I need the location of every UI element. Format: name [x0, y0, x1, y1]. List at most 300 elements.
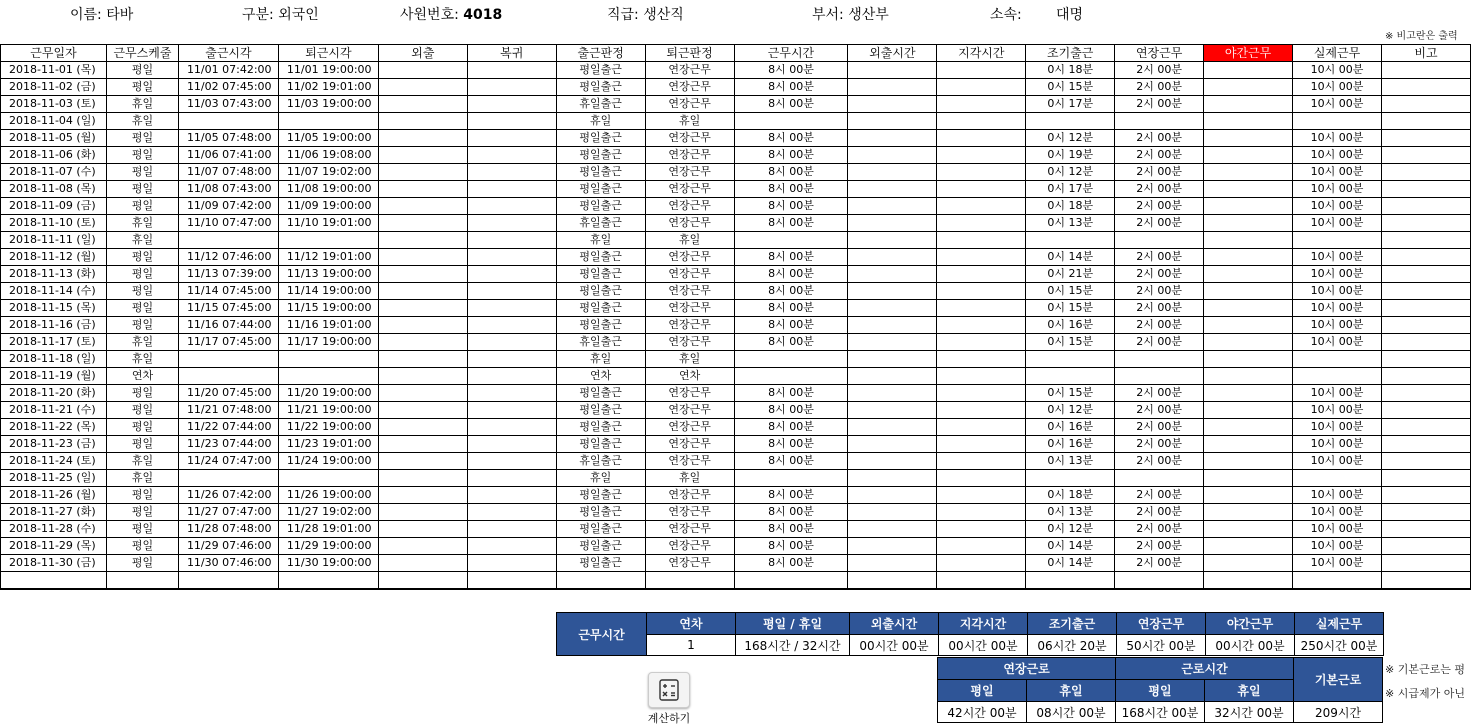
cell-date[interactable]: 2018-11-28 (수): [1, 521, 107, 538]
cell-work-time[interactable]: 8시 00분: [734, 419, 848, 436]
cell-night-work[interactable]: [1204, 300, 1293, 317]
cell-outing-time[interactable]: [848, 147, 937, 164]
cell-remarks[interactable]: [1381, 164, 1470, 181]
cell-night-work[interactable]: [1204, 232, 1293, 249]
cell-clock-out[interactable]: 11/05 19:00:00: [278, 130, 378, 147]
cell-outing-time[interactable]: [848, 79, 937, 96]
cell-clock-in-status[interactable]: 휴일출근: [556, 215, 645, 232]
cell-schedule[interactable]: 휴일: [106, 215, 178, 232]
cell-late-time[interactable]: [937, 130, 1026, 147]
cell-actual-work[interactable]: 10시 00분: [1293, 300, 1382, 317]
cell-schedule[interactable]: 평일: [106, 62, 178, 79]
cell-date[interactable]: 2018-11-05 (월): [1, 130, 107, 147]
cell-outing[interactable]: [378, 147, 467, 164]
cell-outing[interactable]: [378, 385, 467, 402]
cell-overtime[interactable]: 2시 00분: [1115, 283, 1204, 300]
cell-clock-in[interactable]: 11/15 07:45:00: [178, 300, 278, 317]
cell-late-time[interactable]: [937, 402, 1026, 419]
cell-remarks[interactable]: [1381, 436, 1470, 453]
cell-return[interactable]: [467, 351, 556, 368]
cell-return[interactable]: [467, 164, 556, 181]
cell-overtime[interactable]: 2시 00분: [1115, 419, 1204, 436]
cell-outing-time[interactable]: [848, 266, 937, 283]
cell-actual-work[interactable]: 10시 00분: [1293, 487, 1382, 504]
cell-overtime[interactable]: 2시 00분: [1115, 453, 1204, 470]
cell-late-time[interactable]: [937, 300, 1026, 317]
cell-blank[interactable]: [467, 572, 556, 590]
cell-clock-in[interactable]: 11/12 07:46:00: [178, 249, 278, 266]
cell-actual-work[interactable]: 10시 00분: [1293, 130, 1382, 147]
cell-late-time[interactable]: [937, 351, 1026, 368]
cell-late-time[interactable]: [937, 96, 1026, 113]
cell-return[interactable]: [467, 521, 556, 538]
cell-return[interactable]: [467, 147, 556, 164]
cell-date[interactable]: 2018-11-04 (일): [1, 113, 107, 130]
cell-clock-out[interactable]: [278, 368, 378, 385]
cell-clock-out-status[interactable]: 연장근무: [645, 555, 734, 572]
cell-clock-in[interactable]: 11/26 07:42:00: [178, 487, 278, 504]
cell-date[interactable]: 2018-11-20 (화): [1, 385, 107, 402]
cell-clock-in[interactable]: 11/08 07:43:00: [178, 181, 278, 198]
cell-remarks[interactable]: [1381, 385, 1470, 402]
cell-remarks[interactable]: [1381, 521, 1470, 538]
cell-overtime[interactable]: [1115, 113, 1204, 130]
cell-blank[interactable]: [278, 572, 378, 590]
cell-return[interactable]: [467, 317, 556, 334]
cell-night-work[interactable]: [1204, 436, 1293, 453]
cell-clock-out[interactable]: 11/10 19:01:00: [278, 215, 378, 232]
cell-night-work[interactable]: [1204, 181, 1293, 198]
cell-early-arrival[interactable]: 0시 15분: [1026, 283, 1115, 300]
cell-date[interactable]: 2018-11-15 (목): [1, 300, 107, 317]
cell-work-time[interactable]: 8시 00분: [734, 504, 848, 521]
cell-schedule[interactable]: 휴일: [106, 453, 178, 470]
cell-clock-out[interactable]: 11/20 19:00:00: [278, 385, 378, 402]
cell-outing-time[interactable]: [848, 334, 937, 351]
cell-clock-in-status[interactable]: 연차: [556, 368, 645, 385]
cell-early-arrival[interactable]: 0시 13분: [1026, 504, 1115, 521]
cell-clock-out-status[interactable]: 연장근무: [645, 334, 734, 351]
cell-schedule[interactable]: 휴일: [106, 334, 178, 351]
cell-early-arrival[interactable]: 0시 12분: [1026, 402, 1115, 419]
cell-blank[interactable]: [1115, 572, 1204, 590]
cell-outing-time[interactable]: [848, 96, 937, 113]
cell-clock-out-status[interactable]: 연장근무: [645, 249, 734, 266]
cell-clock-in-status[interactable]: 평일출근: [556, 130, 645, 147]
cell-outing[interactable]: [378, 164, 467, 181]
cell-date[interactable]: 2018-11-03 (토): [1, 96, 107, 113]
cell-clock-out[interactable]: 11/27 19:02:00: [278, 504, 378, 521]
cell-early-arrival[interactable]: [1026, 113, 1115, 130]
cell-work-time[interactable]: 8시 00분: [734, 436, 848, 453]
cell-night-work[interactable]: [1204, 351, 1293, 368]
cell-actual-work[interactable]: 10시 00분: [1293, 164, 1382, 181]
cell-schedule[interactable]: 평일: [106, 164, 178, 181]
cell-work-time[interactable]: [734, 368, 848, 385]
cell-clock-in-status[interactable]: 휴일: [556, 351, 645, 368]
cell-clock-in-status[interactable]: 평일출근: [556, 266, 645, 283]
cell-late-time[interactable]: [937, 487, 1026, 504]
cell-outing-time[interactable]: [848, 402, 937, 419]
cell-outing-time[interactable]: [848, 504, 937, 521]
cell-clock-in[interactable]: 11/17 07:45:00: [178, 334, 278, 351]
cell-clock-in[interactable]: 11/14 07:45:00: [178, 283, 278, 300]
cell-clock-in-status[interactable]: 평일출근: [556, 198, 645, 215]
cell-return[interactable]: [467, 368, 556, 385]
cell-schedule[interactable]: 휴일: [106, 96, 178, 113]
cell-early-arrival[interactable]: 0시 16분: [1026, 436, 1115, 453]
cell-overtime[interactable]: 2시 00분: [1115, 79, 1204, 96]
cell-date[interactable]: 2018-11-07 (수): [1, 164, 107, 181]
cell-early-arrival[interactable]: 0시 18분: [1026, 198, 1115, 215]
cell-late-time[interactable]: [937, 62, 1026, 79]
cell-schedule[interactable]: 평일: [106, 402, 178, 419]
cell-clock-in[interactable]: 11/24 07:47:00: [178, 453, 278, 470]
cell-clock-in[interactable]: 11/20 07:45:00: [178, 385, 278, 402]
cell-clock-out-status[interactable]: 연장근무: [645, 538, 734, 555]
cell-late-time[interactable]: [937, 249, 1026, 266]
cell-remarks[interactable]: [1381, 113, 1470, 130]
cell-outing[interactable]: [378, 334, 467, 351]
cell-date[interactable]: 2018-11-23 (금): [1, 436, 107, 453]
cell-work-time[interactable]: 8시 00분: [734, 79, 848, 96]
cell-clock-in[interactable]: 11/07 07:48:00: [178, 164, 278, 181]
cell-return[interactable]: [467, 198, 556, 215]
cell-date[interactable]: 2018-11-30 (금): [1, 555, 107, 572]
cell-outing[interactable]: [378, 266, 467, 283]
cell-clock-out[interactable]: 11/26 19:00:00: [278, 487, 378, 504]
cell-date[interactable]: 2018-11-14 (수): [1, 283, 107, 300]
cell-clock-out-status[interactable]: 연장근무: [645, 419, 734, 436]
cell-late-time[interactable]: [937, 555, 1026, 572]
cell-schedule[interactable]: 연차: [106, 368, 178, 385]
cell-night-work[interactable]: [1204, 113, 1293, 130]
cell-early-arrival[interactable]: 0시 21분: [1026, 266, 1115, 283]
cell-date[interactable]: 2018-11-26 (월): [1, 487, 107, 504]
cell-clock-in-status[interactable]: 평일출근: [556, 538, 645, 555]
cell-early-arrival[interactable]: 0시 13분: [1026, 215, 1115, 232]
cell-early-arrival[interactable]: [1026, 232, 1115, 249]
cell-night-work[interactable]: [1204, 538, 1293, 555]
cell-clock-out[interactable]: 11/15 19:00:00: [278, 300, 378, 317]
cell-outing[interactable]: [378, 317, 467, 334]
cell-work-time[interactable]: 8시 00분: [734, 130, 848, 147]
cell-clock-out-status[interactable]: 연장근무: [645, 487, 734, 504]
cell-work-time[interactable]: 8시 00분: [734, 249, 848, 266]
cell-work-time[interactable]: 8시 00분: [734, 283, 848, 300]
cell-early-arrival[interactable]: 0시 15분: [1026, 300, 1115, 317]
cell-clock-in[interactable]: 11/21 07:48:00: [178, 402, 278, 419]
cell-actual-work[interactable]: 10시 00분: [1293, 334, 1382, 351]
cell-return[interactable]: [467, 266, 556, 283]
cell-actual-work[interactable]: [1293, 113, 1382, 130]
cell-clock-in-status[interactable]: 휴일출근: [556, 453, 645, 470]
cell-night-work[interactable]: [1204, 555, 1293, 572]
cell-actual-work[interactable]: 10시 00분: [1293, 317, 1382, 334]
cell-night-work[interactable]: [1204, 334, 1293, 351]
cell-clock-out-status[interactable]: 연장근무: [645, 198, 734, 215]
cell-date[interactable]: 2018-11-18 (일): [1, 351, 107, 368]
cell-clock-in-status[interactable]: 평일출근: [556, 504, 645, 521]
cell-return[interactable]: [467, 402, 556, 419]
cell-late-time[interactable]: [937, 215, 1026, 232]
cell-remarks[interactable]: [1381, 334, 1470, 351]
cell-return[interactable]: [467, 487, 556, 504]
cell-early-arrival[interactable]: [1026, 368, 1115, 385]
cell-late-time[interactable]: [937, 419, 1026, 436]
cell-clock-out-status[interactable]: 휴일: [645, 351, 734, 368]
cell-outing[interactable]: [378, 521, 467, 538]
cell-early-arrival[interactable]: 0시 15분: [1026, 79, 1115, 96]
cell-actual-work[interactable]: [1293, 232, 1382, 249]
cell-clock-in[interactable]: [178, 232, 278, 249]
cell-actual-work[interactable]: 10시 00분: [1293, 504, 1382, 521]
cell-clock-out[interactable]: 11/21 19:00:00: [278, 402, 378, 419]
cell-remarks[interactable]: [1381, 555, 1470, 572]
cell-late-time[interactable]: [937, 385, 1026, 402]
cell-date[interactable]: 2018-11-01 (목): [1, 62, 107, 79]
cell-overtime[interactable]: 2시 00분: [1115, 181, 1204, 198]
cell-clock-out-status[interactable]: 연장근무: [645, 62, 734, 79]
cell-clock-out[interactable]: 11/17 19:00:00: [278, 334, 378, 351]
cell-night-work[interactable]: [1204, 283, 1293, 300]
cell-clock-in-status[interactable]: 휴일: [556, 232, 645, 249]
cell-return[interactable]: [467, 419, 556, 436]
cell-blank[interactable]: [1204, 572, 1293, 590]
cell-clock-out[interactable]: [278, 470, 378, 487]
cell-clock-out-status[interactable]: 휴일: [645, 232, 734, 249]
cell-clock-out-status[interactable]: 연장근무: [645, 130, 734, 147]
cell-late-time[interactable]: [937, 198, 1026, 215]
cell-return[interactable]: [467, 470, 556, 487]
cell-actual-work[interactable]: 10시 00분: [1293, 402, 1382, 419]
cell-overtime[interactable]: 2시 00분: [1115, 215, 1204, 232]
cell-clock-in[interactable]: [178, 351, 278, 368]
cell-clock-out-status[interactable]: 연장근무: [645, 215, 734, 232]
cell-early-arrival[interactable]: 0시 12분: [1026, 521, 1115, 538]
cell-outing[interactable]: [378, 300, 467, 317]
cell-return[interactable]: [467, 334, 556, 351]
cell-actual-work[interactable]: 10시 00분: [1293, 521, 1382, 538]
cell-remarks[interactable]: [1381, 453, 1470, 470]
cell-overtime[interactable]: 2시 00분: [1115, 555, 1204, 572]
cell-remarks[interactable]: [1381, 62, 1470, 79]
cell-date[interactable]: 2018-11-10 (토): [1, 215, 107, 232]
cell-overtime[interactable]: 2시 00분: [1115, 487, 1204, 504]
cell-date[interactable]: 2018-11-19 (월): [1, 368, 107, 385]
cell-blank[interactable]: [645, 572, 734, 590]
cell-clock-out[interactable]: 11/22 19:00:00: [278, 419, 378, 436]
cell-overtime[interactable]: [1115, 368, 1204, 385]
cell-clock-out[interactable]: 11/28 19:01:00: [278, 521, 378, 538]
cell-schedule[interactable]: 평일: [106, 266, 178, 283]
cell-early-arrival[interactable]: 0시 14분: [1026, 538, 1115, 555]
cell-work-time[interactable]: 8시 00분: [734, 487, 848, 504]
cell-clock-in[interactable]: 11/28 07:48:00: [178, 521, 278, 538]
cell-actual-work[interactable]: 10시 00분: [1293, 436, 1382, 453]
cell-early-arrival[interactable]: 0시 15분: [1026, 334, 1115, 351]
cell-outing-time[interactable]: [848, 419, 937, 436]
cell-clock-in[interactable]: 11/02 07:45:00: [178, 79, 278, 96]
cell-date[interactable]: 2018-11-09 (금): [1, 198, 107, 215]
cell-actual-work[interactable]: 10시 00분: [1293, 96, 1382, 113]
cell-return[interactable]: [467, 453, 556, 470]
cell-schedule[interactable]: 평일: [106, 300, 178, 317]
cell-night-work[interactable]: [1204, 504, 1293, 521]
cell-clock-out[interactable]: [278, 351, 378, 368]
cell-night-work[interactable]: [1204, 317, 1293, 334]
cell-actual-work[interactable]: 10시 00분: [1293, 198, 1382, 215]
cell-overtime[interactable]: 2시 00분: [1115, 538, 1204, 555]
cell-late-time[interactable]: [937, 504, 1026, 521]
cell-actual-work[interactable]: [1293, 470, 1382, 487]
cell-late-time[interactable]: [937, 538, 1026, 555]
cell-schedule[interactable]: 평일: [106, 147, 178, 164]
cell-blank[interactable]: [1, 572, 107, 590]
cell-clock-in[interactable]: 11/23 07:44:00: [178, 436, 278, 453]
cell-night-work[interactable]: [1204, 470, 1293, 487]
cell-remarks[interactable]: [1381, 96, 1470, 113]
cell-late-time[interactable]: [937, 317, 1026, 334]
cell-actual-work[interactable]: 10시 00분: [1293, 283, 1382, 300]
cell-clock-out-status[interactable]: 연장근무: [645, 317, 734, 334]
cell-clock-out[interactable]: 11/09 19:00:00: [278, 198, 378, 215]
cell-clock-out-status[interactable]: 휴일: [645, 470, 734, 487]
cell-schedule[interactable]: 평일: [106, 79, 178, 96]
cell-night-work[interactable]: [1204, 521, 1293, 538]
cell-remarks[interactable]: [1381, 368, 1470, 385]
cell-clock-in[interactable]: 11/27 07:47:00: [178, 504, 278, 521]
cell-early-arrival[interactable]: 0시 14분: [1026, 555, 1115, 572]
cell-clock-out-status[interactable]: 연장근무: [645, 79, 734, 96]
cell-outing-time[interactable]: [848, 351, 937, 368]
cell-remarks[interactable]: [1381, 147, 1470, 164]
cell-schedule[interactable]: 평일: [106, 538, 178, 555]
cell-outing[interactable]: [378, 538, 467, 555]
cell-outing-time[interactable]: [848, 436, 937, 453]
cell-return[interactable]: [467, 436, 556, 453]
cell-actual-work[interactable]: 10시 00분: [1293, 79, 1382, 96]
cell-outing-time[interactable]: [848, 538, 937, 555]
cell-blank[interactable]: [734, 572, 848, 590]
cell-clock-in[interactable]: 11/01 07:42:00: [178, 62, 278, 79]
cell-actual-work[interactable]: [1293, 351, 1382, 368]
cell-actual-work[interactable]: 10시 00분: [1293, 147, 1382, 164]
cell-outing[interactable]: [378, 181, 467, 198]
cell-early-arrival[interactable]: 0시 18분: [1026, 62, 1115, 79]
cell-schedule[interactable]: 평일: [106, 181, 178, 198]
cell-outing-time[interactable]: [848, 130, 937, 147]
cell-overtime[interactable]: 2시 00분: [1115, 96, 1204, 113]
cell-late-time[interactable]: [937, 79, 1026, 96]
cell-remarks[interactable]: [1381, 79, 1470, 96]
cell-clock-in-status[interactable]: 평일출근: [556, 181, 645, 198]
cell-outing[interactable]: [378, 232, 467, 249]
cell-night-work[interactable]: [1204, 147, 1293, 164]
cell-actual-work[interactable]: [1293, 368, 1382, 385]
cell-return[interactable]: [467, 283, 556, 300]
cell-clock-in[interactable]: 11/09 07:42:00: [178, 198, 278, 215]
cell-night-work[interactable]: [1204, 249, 1293, 266]
cell-early-arrival[interactable]: 0시 18분: [1026, 487, 1115, 504]
cell-work-time[interactable]: 8시 00분: [734, 215, 848, 232]
cell-remarks[interactable]: [1381, 487, 1470, 504]
cell-clock-out[interactable]: 11/24 19:00:00: [278, 453, 378, 470]
cell-outing[interactable]: [378, 487, 467, 504]
cell-outing[interactable]: [378, 470, 467, 487]
cell-clock-in[interactable]: 11/03 07:43:00: [178, 96, 278, 113]
cell-overtime[interactable]: 2시 00분: [1115, 62, 1204, 79]
cell-overtime[interactable]: [1115, 351, 1204, 368]
cell-date[interactable]: 2018-11-12 (월): [1, 249, 107, 266]
cell-remarks[interactable]: [1381, 419, 1470, 436]
cell-clock-out-status[interactable]: 연장근무: [645, 147, 734, 164]
cell-clock-in-status[interactable]: 휴일출근: [556, 334, 645, 351]
cell-schedule[interactable]: 평일: [106, 419, 178, 436]
cell-blank[interactable]: [378, 572, 467, 590]
cell-late-time[interactable]: [937, 334, 1026, 351]
cell-return[interactable]: [467, 62, 556, 79]
cell-early-arrival[interactable]: 0시 13분: [1026, 453, 1115, 470]
cell-early-arrival[interactable]: 0시 12분: [1026, 164, 1115, 181]
cell-outing-time[interactable]: [848, 368, 937, 385]
cell-blank[interactable]: [178, 572, 278, 590]
cell-schedule[interactable]: 평일: [106, 555, 178, 572]
cell-clock-in[interactable]: 11/29 07:46:00: [178, 538, 278, 555]
cell-schedule[interactable]: 휴일: [106, 232, 178, 249]
cell-work-time[interactable]: [734, 470, 848, 487]
cell-overtime[interactable]: 2시 00분: [1115, 317, 1204, 334]
cell-outing[interactable]: [378, 62, 467, 79]
cell-overtime[interactable]: [1115, 470, 1204, 487]
cell-clock-in-status[interactable]: 평일출근: [556, 164, 645, 181]
cell-clock-out[interactable]: 11/14 19:00:00: [278, 283, 378, 300]
cell-night-work[interactable]: [1204, 453, 1293, 470]
cell-clock-out-status[interactable]: 연장근무: [645, 96, 734, 113]
cell-early-arrival[interactable]: 0시 14분: [1026, 249, 1115, 266]
cell-date[interactable]: 2018-11-11 (일): [1, 232, 107, 249]
cell-night-work[interactable]: [1204, 79, 1293, 96]
cell-return[interactable]: [467, 96, 556, 113]
cell-outing[interactable]: [378, 555, 467, 572]
cell-remarks[interactable]: [1381, 130, 1470, 147]
cell-clock-out-status[interactable]: 연장근무: [645, 453, 734, 470]
cell-work-time[interactable]: 8시 00분: [734, 334, 848, 351]
cell-clock-in-status[interactable]: 평일출근: [556, 419, 645, 436]
cell-remarks[interactable]: [1381, 402, 1470, 419]
cell-clock-in[interactable]: 11/22 07:44:00: [178, 419, 278, 436]
cell-remarks[interactable]: [1381, 232, 1470, 249]
cell-night-work[interactable]: [1204, 266, 1293, 283]
cell-schedule[interactable]: 평일: [106, 487, 178, 504]
cell-overtime[interactable]: 2시 00분: [1115, 147, 1204, 164]
cell-remarks[interactable]: [1381, 249, 1470, 266]
cell-return[interactable]: [467, 181, 556, 198]
cell-late-time[interactable]: [937, 283, 1026, 300]
cell-remarks[interactable]: [1381, 470, 1470, 487]
cell-clock-in[interactable]: [178, 368, 278, 385]
cell-outing[interactable]: [378, 198, 467, 215]
cell-work-time[interactable]: 8시 00분: [734, 300, 848, 317]
cell-actual-work[interactable]: 10시 00분: [1293, 385, 1382, 402]
cell-remarks[interactable]: [1381, 181, 1470, 198]
cell-date[interactable]: 2018-11-22 (목): [1, 419, 107, 436]
cell-actual-work[interactable]: 10시 00분: [1293, 181, 1382, 198]
cell-outing[interactable]: [378, 504, 467, 521]
cell-early-arrival[interactable]: [1026, 351, 1115, 368]
cell-clock-out[interactable]: [278, 113, 378, 130]
cell-return[interactable]: [467, 113, 556, 130]
